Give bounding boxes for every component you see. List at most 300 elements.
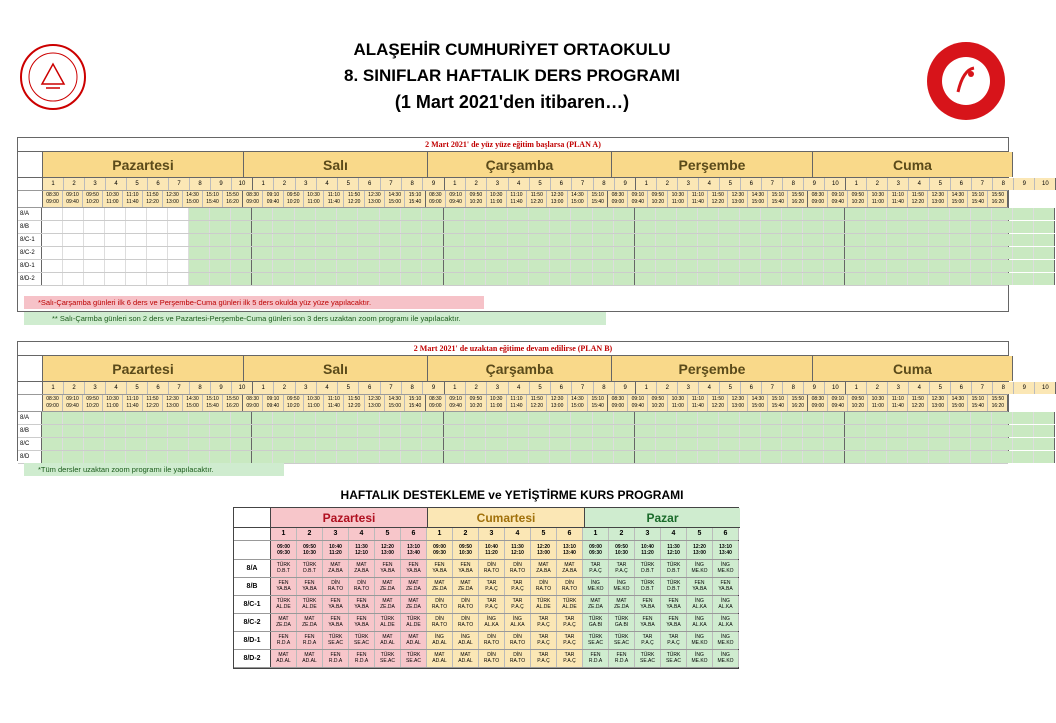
period-number: 2: [867, 178, 888, 190]
kurs-lesson-cell: FEN YA.BA: [349, 596, 375, 613]
period-number: 6: [741, 382, 762, 394]
period-number: 5: [338, 178, 359, 190]
lesson-cell: [824, 438, 845, 450]
lesson-cell: [147, 438, 168, 450]
period-time: 15:10 15:40: [405, 395, 425, 411]
period-number: 3: [888, 382, 909, 394]
lesson-cell: [782, 438, 803, 450]
lesson-cell: [550, 451, 571, 463]
lesson-cell: [508, 451, 529, 463]
kurs-lesson-cell: TAR P.A.Ç: [531, 614, 557, 631]
period-time: 11:10 11:40: [123, 191, 143, 207]
lesson-cell: [740, 451, 761, 463]
lesson-cell: [971, 451, 992, 463]
kurs-lesson-cell: TAR P.A.Ç: [609, 560, 635, 577]
lesson-cell: [950, 260, 971, 272]
period-number: 5: [530, 178, 551, 190]
lesson-cell: [401, 438, 422, 450]
kurs-lesson-cell: MAT ZE.DA: [375, 578, 401, 595]
lesson-cell: [210, 260, 231, 272]
period-number: 3: [888, 178, 909, 190]
kurs-time-row: [234, 541, 738, 560]
class-row: [18, 425, 1008, 438]
lesson-cell: [782, 260, 803, 272]
period-time: 10:30 11:00: [103, 191, 123, 207]
period-time: 15:50 16:20: [223, 395, 243, 411]
lesson-cell: [486, 221, 507, 233]
lesson-cell: [252, 438, 273, 450]
period-time: 11:50 12:20: [344, 395, 364, 411]
lesson-cell: [950, 425, 971, 437]
lesson-cell: [126, 451, 147, 463]
lesson-cell: [845, 208, 866, 220]
period-time: 14:30 15:00: [748, 395, 768, 411]
class-label: 8/D: [18, 451, 42, 463]
lesson-cell: [337, 208, 358, 220]
lesson-cell: [210, 451, 231, 463]
lesson-cell: [824, 247, 845, 259]
kurs-lesson-cell: FEN YA.BA: [635, 614, 661, 631]
lesson-cell: [422, 260, 443, 272]
lesson-cell: [593, 247, 614, 259]
period-time: 15:10 15:40: [588, 191, 608, 207]
lesson-cell: [803, 208, 824, 220]
day-pazartesi: Pazartesi: [43, 152, 244, 177]
lesson-cell: [126, 247, 147, 259]
kurs-period-number: 1: [271, 528, 297, 540]
lesson-cell: [908, 412, 929, 424]
lesson-cell: [231, 247, 252, 259]
class-row: [18, 438, 1008, 451]
lesson-cell: [698, 234, 719, 246]
lesson-cell: [782, 273, 803, 285]
class-label: 8/C-2: [18, 247, 42, 259]
kurs-lesson-cell: FEN R.D.A: [323, 650, 349, 667]
class-label: 8/C-1: [18, 234, 42, 246]
kurs-period-number: 5: [531, 528, 557, 540]
lesson-cell: [803, 451, 824, 463]
lesson-cell: [358, 247, 379, 259]
period-time: 11:50 12:20: [527, 191, 547, 207]
day-sali: Salı: [244, 356, 428, 381]
kurs-lesson-cell: TAR P.A.Ç: [661, 632, 687, 649]
lesson-cell: [1013, 451, 1034, 463]
kurs-lesson-cell: FEN R.D.A: [583, 650, 609, 667]
lesson-cell: [1013, 425, 1034, 437]
kurs-lesson-cell: TAR P.A.Ç: [635, 632, 661, 649]
period-time: 11:50 12:20: [908, 191, 928, 207]
kurs-lesson-cell: FEN YA.BA: [323, 614, 349, 631]
lesson-cell: [635, 412, 656, 424]
lesson-cell: [168, 273, 189, 285]
period-time: 12:30 13:00: [365, 191, 385, 207]
lesson-cell: [105, 438, 126, 450]
lesson-cell: [1034, 451, 1055, 463]
period-number: 7: [572, 382, 593, 394]
lesson-cell: [908, 208, 929, 220]
lesson-cell: [992, 412, 1013, 424]
period-number: 5: [127, 382, 148, 394]
period-number: 6: [551, 382, 572, 394]
period-time: 10:30 11:00: [668, 395, 688, 411]
lesson-cell: [992, 234, 1013, 246]
lesson-cell: [571, 234, 592, 246]
lesson-cell: [84, 425, 105, 437]
class-row: [18, 260, 1008, 273]
kurs-lesson-cell: TAR P.A.Ç: [505, 596, 531, 613]
lesson-cell: [84, 234, 105, 246]
period-time: 11:50 12:20: [908, 395, 928, 411]
lesson-cell: [63, 208, 84, 220]
kurs-lesson-cell: FEN R.D.A: [271, 632, 297, 649]
period-time: 09:50 10:20: [284, 191, 304, 207]
lesson-cell: [635, 438, 656, 450]
lesson-cell: [571, 438, 592, 450]
period-number: 10: [232, 382, 253, 394]
period-time: 08:30 09:00: [426, 395, 446, 411]
lesson-cell: [105, 221, 126, 233]
period-number: 4: [509, 178, 530, 190]
lesson-cell: [126, 234, 147, 246]
kurs-lesson-cell: TAR P.A.Ç: [531, 650, 557, 667]
lesson-cell: [380, 234, 401, 246]
period-number: 2: [657, 178, 678, 190]
lesson-cell: [63, 438, 84, 450]
lesson-cell: [486, 425, 507, 437]
kurs-lesson-cell: TAR P.A.Ç: [557, 632, 583, 649]
period-number: 1: [636, 382, 657, 394]
lesson-cell: [614, 425, 635, 437]
period-number: 5: [930, 178, 951, 190]
kurs-period-time: 12:20 13:00: [375, 541, 401, 559]
kurs-lesson-cell: DİN RA.TO: [557, 578, 583, 595]
lesson-cell: [252, 425, 273, 437]
kurs-period-time: 10:40 11:20: [479, 541, 505, 559]
lesson-cell: [465, 221, 486, 233]
lesson-cell: [422, 451, 443, 463]
blank-cell: [18, 395, 43, 411]
kurs-lesson-cell: TÜRK GA.BI: [583, 614, 609, 631]
period-time: 14:30 15:00: [183, 395, 203, 411]
lesson-cell: [908, 221, 929, 233]
lesson-cell: [126, 260, 147, 272]
period-number: 3: [296, 382, 317, 394]
lesson-cell: [486, 260, 507, 272]
period-number: 8: [402, 382, 423, 394]
period-time: 11:50 12:20: [708, 191, 728, 207]
lesson-cell: [1034, 425, 1055, 437]
lesson-cell: [189, 234, 210, 246]
period-number: 8: [190, 382, 211, 394]
kurs-class-row: [234, 614, 738, 632]
lesson-cell: [677, 412, 698, 424]
lesson-cell: [677, 247, 698, 259]
lesson-cell: [422, 234, 443, 246]
class-row: [18, 412, 1008, 425]
lesson-cell: [677, 221, 698, 233]
period-time: 12:30 13:00: [163, 395, 183, 411]
lesson-cell: [571, 247, 592, 259]
period-time: 15:10 15:40: [768, 191, 788, 207]
lesson-cell: [380, 273, 401, 285]
kurs-lesson-cell: TÜRK AL.DE: [531, 596, 557, 613]
kurs-lesson-cell: FEN R.D.A: [349, 650, 375, 667]
lesson-cell: [295, 208, 316, 220]
period-time: 15:50 16:20: [788, 395, 808, 411]
kurs-lesson-cell: İNG AL.KA: [687, 596, 713, 613]
lesson-cell: [740, 273, 761, 285]
lesson-cell: [550, 412, 571, 424]
period-time: 15:10 15:40: [203, 191, 223, 207]
lesson-cell: [358, 451, 379, 463]
kurs-period-number: 1: [583, 528, 609, 540]
lesson-cell: [316, 208, 337, 220]
lesson-cell: [84, 273, 105, 285]
period-number: 5: [930, 382, 951, 394]
lesson-cell: [316, 451, 337, 463]
lesson-cell: [380, 425, 401, 437]
lesson-cell: [761, 451, 782, 463]
kurs-lesson-cell: İNG AL.KA: [713, 596, 739, 613]
lesson-cell: [992, 438, 1013, 450]
period-number: 1: [43, 178, 64, 190]
period-time: 11:10 11:40: [888, 395, 908, 411]
period-time: 09:50 10:20: [284, 395, 304, 411]
lesson-cell: [465, 208, 486, 220]
lesson-cell: [866, 273, 887, 285]
lesson-cell: [887, 425, 908, 437]
kurs-period-number: 5: [687, 528, 713, 540]
kurs-period-number: 2: [609, 528, 635, 540]
period-number: 4: [317, 178, 338, 190]
lesson-cell: [273, 260, 294, 272]
lesson-cell: [656, 451, 677, 463]
period-number: 8: [190, 178, 211, 190]
period-number: 8: [993, 382, 1014, 394]
lesson-cell: [550, 273, 571, 285]
lesson-cell: [1034, 234, 1055, 246]
lesson-cell: [929, 247, 950, 259]
lesson-cell: [422, 438, 443, 450]
period-number: 3: [85, 382, 106, 394]
kurs-period-time: 09:50 10:30: [453, 541, 479, 559]
lesson-cell: [168, 425, 189, 437]
lesson-cell: [803, 273, 824, 285]
kurs-lesson-cell: DİN RA.TO: [323, 578, 349, 595]
kurs-lesson-cell: DİN RA.TO: [479, 632, 505, 649]
lesson-cell: [422, 412, 443, 424]
lesson-cell: [508, 208, 529, 220]
period-number: 7: [572, 178, 593, 190]
kurs-lesson-cell: MAT AD.AL: [375, 632, 401, 649]
lesson-cell: [105, 451, 126, 463]
kurs-lesson-cell: MAT AD.AL: [297, 650, 323, 667]
lesson-cell: [950, 221, 971, 233]
lesson-cell: [614, 234, 635, 246]
kurs-class-rows: [234, 560, 738, 668]
lesson-cell: [465, 451, 486, 463]
period-number: 1: [846, 178, 867, 190]
lesson-cell: [126, 438, 147, 450]
lesson-cell: [845, 412, 866, 424]
period-number: 7: [972, 178, 993, 190]
kurs-period-time: 11:30 12:10: [349, 541, 375, 559]
lesson-cell: [210, 273, 231, 285]
lesson-cell: [908, 260, 929, 272]
kurs-day-row: [234, 508, 738, 528]
lesson-cell: [231, 221, 252, 233]
period-time: 10:30 11:00: [304, 395, 324, 411]
lesson-cell: [887, 208, 908, 220]
lesson-cell: [444, 208, 465, 220]
lesson-cell: [845, 260, 866, 272]
lesson-cell: [231, 234, 252, 246]
kurs-lesson-cell: İNG ME.KO: [687, 632, 713, 649]
lesson-cell: [950, 412, 971, 424]
class-label: 8/B: [18, 221, 42, 233]
lesson-cell: [231, 260, 252, 272]
lesson-cell: [401, 425, 422, 437]
lesson-cell: [656, 260, 677, 272]
period-number: 6: [551, 178, 572, 190]
period-number: 1: [253, 178, 274, 190]
period-time: 09:50 10:20: [466, 395, 486, 411]
lesson-cell: [929, 273, 950, 285]
class-label: 8/A: [18, 412, 42, 424]
period-time: 12:30 13:00: [928, 395, 948, 411]
period-number: 6: [951, 178, 972, 190]
lesson-cell: [593, 208, 614, 220]
lesson-cell: [380, 260, 401, 272]
plan-b-note-1: *Tüm dersler uzaktan zoom programı ile yapılacaktır.: [24, 463, 284, 476]
day-carsamba: Çarşamba: [428, 356, 612, 381]
period-number: 1: [43, 382, 64, 394]
period-time: 09:10 09:40: [828, 395, 848, 411]
lesson-cell: [782, 208, 803, 220]
period-number: 2: [274, 178, 295, 190]
lesson-cell: [740, 438, 761, 450]
lesson-cell: [635, 247, 656, 259]
lesson-cell: [950, 208, 971, 220]
kurs-lesson-cell: MAT AD.AL: [271, 650, 297, 667]
kurs-class-label: 8/C-2: [234, 614, 271, 631]
kurs-period-time: 13:10 13:40: [713, 541, 739, 559]
lesson-cell: [950, 273, 971, 285]
lesson-cell: [719, 221, 740, 233]
period-number: 9: [804, 178, 825, 190]
lesson-cell: [105, 247, 126, 259]
lesson-cell: [529, 412, 550, 424]
period-number: 8: [783, 178, 804, 190]
period-time: 09:10 09:40: [63, 191, 83, 207]
kurs-lesson-cell: DİN RA.TO: [505, 560, 531, 577]
kurs-lesson-cell: TAR P.A.Ç: [479, 578, 505, 595]
lesson-cell: [740, 260, 761, 272]
kurs-lesson-cell: MAT AD.AL: [401, 632, 427, 649]
lesson-cell: [866, 438, 887, 450]
kurs-lesson-cell: DİN RA.TO: [427, 596, 453, 613]
kurs-class-label: 8/C-1: [234, 596, 271, 613]
lesson-cell: [719, 247, 740, 259]
lesson-cell: [105, 208, 126, 220]
lesson-cell: [529, 260, 550, 272]
period-time: 09:50 10:20: [466, 191, 486, 207]
lesson-cell: [950, 451, 971, 463]
lesson-cell: [887, 412, 908, 424]
kurs-lesson-cell: FEN YA.BA: [687, 578, 713, 595]
lesson-cell: [866, 412, 887, 424]
lesson-cell: [866, 425, 887, 437]
lesson-cell: [740, 234, 761, 246]
lesson-cell: [465, 425, 486, 437]
lesson-cell: [444, 425, 465, 437]
lesson-cell: [635, 221, 656, 233]
kurs-period-time: 12:20 13:00: [687, 541, 713, 559]
lesson-cell: [908, 438, 929, 450]
lesson-cell: [824, 412, 845, 424]
period-number: 5: [530, 382, 551, 394]
class-label: 8/D-2: [18, 273, 42, 285]
lesson-cell: [42, 234, 63, 246]
lesson-cell: [824, 208, 845, 220]
plan-a-title: 2 Mart 2021' de yüz yüze eğitim başlarsa (PLAN A): [18, 138, 1008, 152]
kurs-lesson-cell: MAT ZE.DA: [609, 596, 635, 613]
kurs-lesson-cell: DİN RA.TO: [479, 650, 505, 667]
lesson-cell: [63, 451, 84, 463]
lesson-cell: [168, 208, 189, 220]
kurs-lesson-cell: TÜRK AL.DE: [271, 596, 297, 613]
period-number: 7: [762, 178, 783, 190]
lesson-cell: [147, 208, 168, 220]
period-number: 4: [699, 178, 720, 190]
period-time: 15:10 15:40: [405, 191, 425, 207]
lesson-cell: [593, 438, 614, 450]
lesson-cell: [380, 438, 401, 450]
period-number: 2: [274, 382, 295, 394]
lesson-cell: [508, 247, 529, 259]
period-number: 2: [64, 382, 85, 394]
kurs-period-time: 09:00 09:30: [427, 541, 453, 559]
kurs-period-number: 2: [297, 528, 323, 540]
blank-cell: [18, 191, 43, 207]
lesson-cell: [252, 208, 273, 220]
kurs-lesson-cell: TAR P.A.Ç: [505, 578, 531, 595]
lesson-cell: [168, 234, 189, 246]
period-number: 3: [85, 178, 106, 190]
lesson-cell: [422, 273, 443, 285]
period-time: 14:30 15:00: [948, 191, 968, 207]
plan-b-title: 2 Mart 2021' de uzaktan eğitime devam edilirse (PLAN B): [18, 342, 1008, 356]
period-time: 12:30 13:00: [547, 395, 567, 411]
period-time: 10:30 11:00: [668, 191, 688, 207]
lesson-cell: [698, 221, 719, 233]
lesson-cell: [550, 425, 571, 437]
lesson-cell: [210, 412, 231, 424]
lesson-cell: [358, 438, 379, 450]
period-time: 15:10 15:40: [203, 395, 223, 411]
period-time: 11:50 12:20: [527, 395, 547, 411]
lesson-cell: [803, 425, 824, 437]
lesson-cell: [656, 221, 677, 233]
lesson-cell: [866, 247, 887, 259]
period-time: 08:30 09:00: [43, 395, 63, 411]
kurs-period-time: 09:00 09:30: [583, 541, 609, 559]
kurs-lesson-cell: TÜRK D.B.T: [297, 560, 323, 577]
kurs-lesson-cell: FEN YA.BA: [427, 560, 453, 577]
lesson-cell: [189, 208, 210, 220]
lesson-cell: [126, 425, 147, 437]
plan-b-time-row: [18, 395, 1008, 412]
